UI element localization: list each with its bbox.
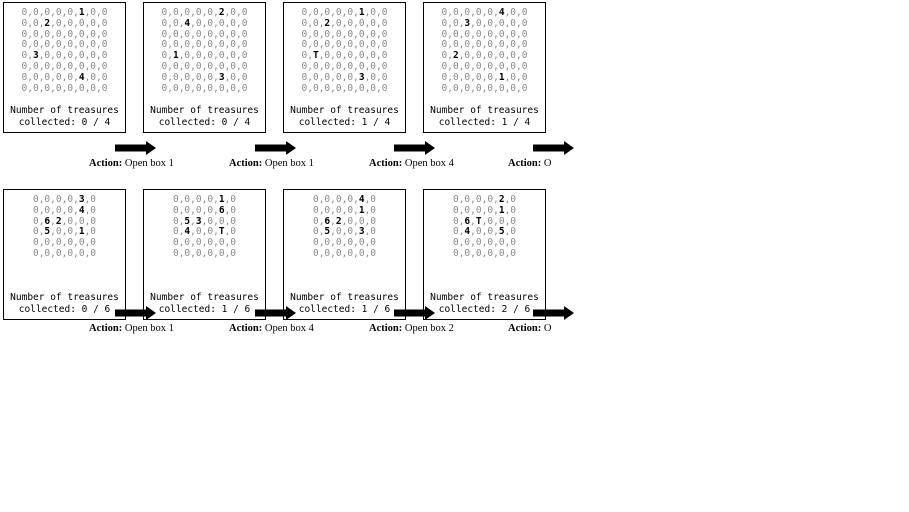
counter-value: collected: 0 / 4 [18,117,111,128]
box-grid [144,195,265,260]
grid-row: 0,4,0,0,T,0 [172,226,237,238]
grid-row: 0,0,2,0,0,0,0,0 [301,17,388,29]
action-prefix: Action: [369,323,403,334]
grid-row: 0,0,0,0,0,0,0,0 [161,82,248,94]
action-text: Open box 4 [262,323,314,334]
grid-row: 0,0,0,0,1,0 [312,204,377,216]
box-cell: 3 [78,194,85,205]
box-cell: 4 [184,226,191,238]
grid-row: 0,0,0,0,0,0 [452,247,517,259]
state-panel [143,189,266,320]
grid-row: 0,0,0,0,0,0,0,0 [21,60,108,72]
counter-label: Number of treasures [10,105,119,116]
box-cell: 1 [172,50,179,62]
grid-row: 0,0,0,0,0,0,0,0 [161,60,248,72]
box-cell: 4 [78,71,85,83]
grid-row: 0,0,0,0,0,0,0,0 [21,39,108,51]
counter-label: Number of treasures [430,292,539,303]
grid-row: 0,0,0,0,0,0,0,0 [21,28,108,40]
box-cell: 1 [498,204,505,216]
treasure-counter [4,105,125,129]
action-text: Open box 2 [402,323,454,334]
grid-row: 0,6,2,0,0,0 [32,215,97,227]
grid-row: 0,0,0,0,0,1,0,0 [21,7,108,18]
grid-row: 0,0,0,0,0,0 [172,237,237,249]
grid-row: 0,4,0,0,5,0 [452,226,517,238]
counter-label: Number of treasures [290,292,399,303]
treasure-counter [424,105,545,129]
grid-row: 0,0,0,0,0,0,0,0 [441,82,528,94]
action-prefix: Action: [508,158,542,169]
grid-row: 0,T,0,0,0,0,0,0 [301,50,388,62]
state-panel [143,2,266,133]
grid-row: 0,0,0,0,0,0 [172,247,237,259]
action-label [229,323,314,334]
action-prefix: Action: [369,158,403,169]
treasure-cell: T [475,215,482,227]
box-grid [424,195,545,260]
arrow-right-icon [533,306,575,320]
grid-row: 0,0,0,0,0,0,0,0 [161,39,248,51]
action-text: Open box 1 [262,158,314,169]
action-text: O [541,158,552,169]
treasure-cell: T [312,50,319,62]
counter-label: Number of treasures [10,292,119,303]
counter-label: Number of treasures [150,292,259,303]
action-text: O [541,323,552,334]
grid-row: 0,5,0,0,3,0 [312,226,377,238]
state-panel [283,189,406,320]
box-cell: 2 [452,50,459,62]
grid-row: 0,0,0,0,0,0,0,0 [301,39,388,51]
grid-row: 0,2,0,0,0,0,0,0 [441,50,528,62]
box-cell: 4 [78,204,85,216]
counter-value: collected: 0 / 6 [18,304,111,315]
action-text: Open box 4 [402,158,454,169]
box-cell: 3 [358,226,365,238]
arrow-right-icon [255,141,297,155]
box-cell: 2 [55,215,62,227]
grid-row: 0,0,0,0,0,0 [312,247,377,259]
treasure-counter [284,292,405,316]
box-cell: 1 [358,204,365,216]
state-panel [3,189,126,320]
box-cell: 4 [498,7,505,18]
box-cell: 2 [44,17,51,29]
action-label [369,158,454,169]
action-prefix: Action: [89,158,123,169]
grid-row: 0,0,0,0,1,0 [172,194,237,205]
grid-row: 0,0,0,0,6,0 [172,204,237,216]
state-panel [423,2,546,133]
grid-row: 0,6,2,0,0,0 [312,215,377,227]
box-cell: 3 [195,215,202,227]
box-cell: 1 [498,71,505,83]
action-prefix: Action: [229,158,263,169]
box-cell: 5 [498,226,505,238]
grid-row: 0,0,0,0,0,0 [32,237,97,249]
grid-row: 0,0,0,0,4,0 [312,194,377,205]
counter-value: collected: 0 / 4 [158,117,251,128]
box-cell: 5 [184,215,191,227]
box-cell: 6 [44,215,51,227]
counter-value: collected: 1 / 4 [298,117,391,128]
grid-row: 0,5,0,0,1,0 [32,226,97,238]
action-prefix: Action: [89,323,123,334]
box-grid [424,8,545,94]
grid-row: 0,0,0,0,0,0 [32,247,97,259]
grid-row: 0,0,0,0,3,0 [32,194,97,205]
grid-row: 0,0,0,0,0,0 [312,237,377,249]
action-prefix: Action: [508,323,542,334]
box-grid [4,195,125,260]
grid-row: 0,0,0,0,0,4,0,0 [21,71,108,83]
box-cell: 6 [324,215,331,227]
box-cell: 1 [358,7,365,18]
counter-value: collected: 2 / 6 [438,304,531,315]
counter-value: collected: 1 / 4 [438,117,531,128]
box-cell: 2 [498,194,505,205]
box-grid [144,8,265,94]
grid-row: 0,3,0,0,0,0,0,0 [21,50,108,62]
box-cell: 3 [464,17,471,29]
arrow-right-icon [115,141,157,155]
grid-row: 0,0,0,0,0,0,0,0 [441,39,528,51]
action-text: Open box 1 [122,323,174,334]
box-cell: 1 [78,226,85,238]
grid-row: 0,0,0,0,0,1,0,0 [301,7,388,18]
box-cell: 2 [218,7,225,18]
treasure-cell: T [218,226,225,238]
box-cell: 3 [358,71,365,83]
arrow-right-icon [394,306,436,320]
box-cell: 4 [358,194,365,205]
box-cell: 4 [464,226,471,238]
grid-row: 0,0,3,0,0,0,0,0 [441,17,528,29]
action-text: Open box 1 [122,158,174,169]
grid-row: 0,0,0,0,0,0,0,0 [441,28,528,40]
arrow-right-icon [394,141,436,155]
grid-row: 0,6,T,0,0,0 [452,215,517,227]
box-cell: 6 [464,215,471,227]
grid-row: 0,0,0,0,0,1,0,0 [441,71,528,83]
grid-row: 0,0,0,0,0,0,0,0 [161,28,248,40]
action-prefix: Action: [229,323,263,334]
state-panel [423,189,546,320]
arrow-right-icon [533,141,575,155]
box-cell: 2 [324,17,331,29]
box-cell: 4 [184,17,191,29]
grid-row: 0,0,0,0,0,4,0,0 [441,7,528,18]
box-cell: 5 [324,226,331,238]
treasure-counter [424,292,545,316]
box-grid [4,8,125,94]
grid-row: 0,0,0,0,0,0,0,0 [301,82,388,94]
box-cell: 6 [218,204,225,216]
action-label [508,158,551,169]
grid-row: 0,0,0,0,0,0,0,0 [301,60,388,72]
action-label [89,323,174,334]
box-cell: 1 [218,194,225,205]
treasure-counter [144,292,265,316]
grid-row: 0,0,0,0,2,0 [452,194,517,205]
grid-row: 0,0,0,0,4,0 [32,204,97,216]
grid-row: 0,0,4,0,0,0,0,0 [161,17,248,29]
grid-row: 0,0,0,0,0,0 [452,237,517,249]
counter-value: collected: 1 / 6 [298,304,391,315]
arrow-right-icon [255,306,297,320]
box-cell: 3 [32,50,39,62]
action-label [229,158,314,169]
grid-row: 0,1,0,0,0,0,0,0 [161,50,248,62]
action-label [508,323,551,334]
state-panel [3,2,126,133]
counter-label: Number of treasures [430,105,539,116]
grid-row: 0,5,3,0,0,0 [172,215,237,227]
action-label [89,158,174,169]
grid-row: 0,0,0,0,0,0,0,0 [441,60,528,72]
grid-row: 0,0,0,0,0,0,0,0 [301,28,388,40]
arrow-right-icon [115,306,157,320]
grid-row: 0,0,0,0,0,3,0,0 [161,71,248,83]
action-label [369,323,454,334]
treasure-counter [284,105,405,129]
treasure-counter [4,292,125,316]
state-panel [283,2,406,133]
grid-row: 0,0,0,0,0,3,0,0 [301,71,388,83]
grid-row: 0,0,0,0,0,2,0,0 [161,7,248,18]
counter-label: Number of treasures [150,105,259,116]
box-cell: 3 [218,71,225,83]
grid-row: 0,0,2,0,0,0,0,0 [21,17,108,29]
grid-row: 0,0,0,0,0,0,0,0 [21,82,108,94]
grid-row: 0,0,0,0,1,0 [452,204,517,216]
treasure-counter [144,105,265,129]
counter-label: Number of treasures [290,105,399,116]
box-cell: 2 [335,215,342,227]
box-cell: 1 [78,7,85,18]
box-cell: 5 [44,226,51,238]
counter-value: collected: 1 / 6 [158,304,251,315]
box-grid [284,8,405,94]
box-grid [284,195,405,260]
